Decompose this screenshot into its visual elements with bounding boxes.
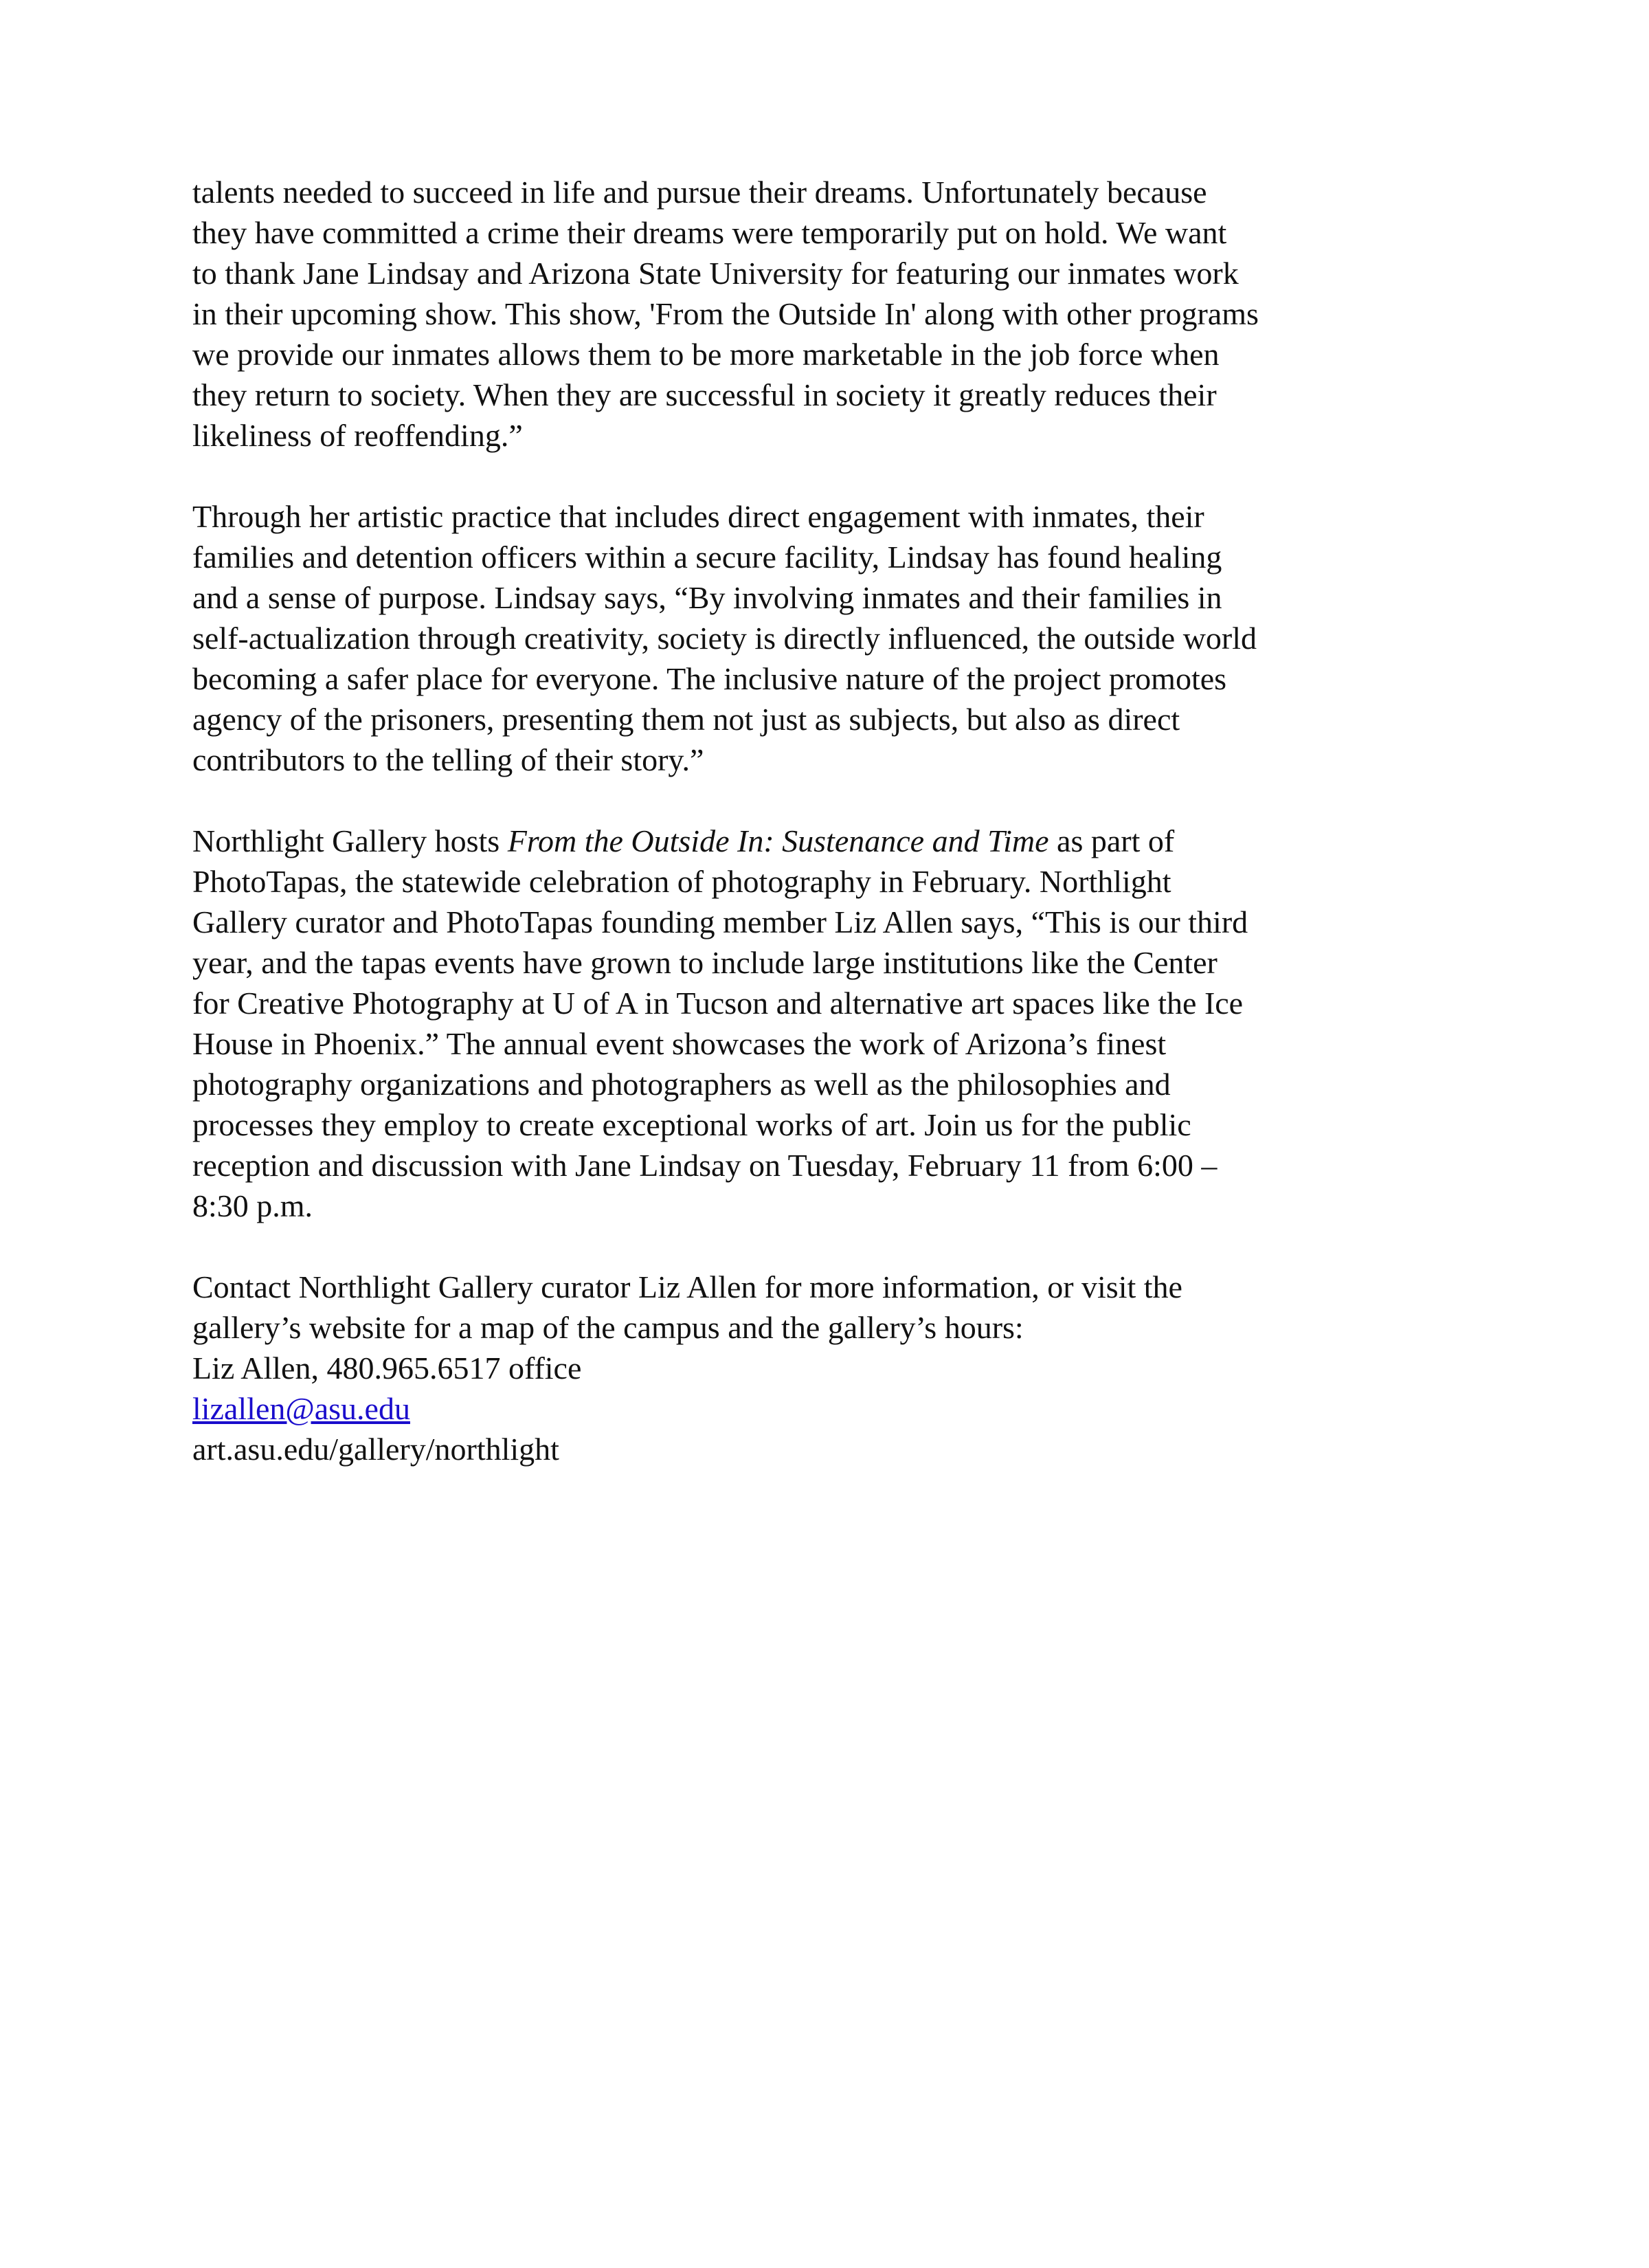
text-line: agency of the prisoners, presenting them not just as subjects, but also as direct: [192, 702, 1180, 737]
text-segment: Northlight Gallery hosts: [192, 823, 508, 858]
document-body: [192, 172, 1463, 1510]
text-line: becoming a safer place for everyone. The inclusive nature of the project promotes: [192, 661, 1227, 696]
text-line: we provide our inmates allows them to be more marketable in the job force when: [192, 337, 1220, 372]
paragraph-quote-continuation: [192, 172, 1463, 456]
contact-email-line: [192, 1388, 1463, 1429]
text-line: 8:30 p.m.: [192, 1188, 313, 1223]
contact-phone: Liz Allen, 480.965.6517 office: [192, 1350, 582, 1386]
text-line: self-actualization through creativity, society is directly influenced, the outside world: [192, 621, 1257, 656]
text-line: year, and the tapas events have grown to include large institutions like the Center: [192, 945, 1218, 980]
text-line: to thank Jane Lindsay and Arizona State University for featuring our inmates work: [192, 256, 1239, 291]
text-segment: as part of: [1048, 823, 1175, 858]
gallery-website: art.asu.edu/gallery/northlight: [192, 1432, 559, 1467]
text-line: likeliness of reoffending.”: [192, 418, 523, 453]
text-line: talents needed to succeed in life and pursue their dreams. Unfortunately because: [192, 175, 1207, 210]
text-line: Through her artistic practice that includes direct engagement with inmates, their: [192, 499, 1204, 534]
text-line: reception and discussion with Jane Lindsay on Tuesday, February 11 from 6:00 –: [192, 1148, 1218, 1183]
text-line: Gallery curator and PhotoTapas founding member Liz Allen says, “This is our third: [192, 904, 1248, 940]
text-line: contributors to the telling of their story.”: [192, 742, 704, 777]
contact-intro-line: gallery’s website for a map of the campus and the gallery’s hours:: [192, 1310, 1024, 1345]
text-line: for Creative Photography at U of A in Tucson and alternative art spaces like the Ice: [192, 986, 1244, 1021]
text-line: PhotoTapas, the statewide celebration of photography in February. Northlight: [192, 864, 1171, 899]
text-line: and a sense of purpose. Lindsay says, “By involving inmates and their families in: [192, 580, 1222, 615]
paragraph-artistic-practice: [192, 496, 1463, 780]
text-line: families and detention officers within a secure facility, Lindsay has found healing: [192, 540, 1222, 575]
paragraph-phototapas: [192, 821, 1463, 1226]
text-line: they return to society. When they are successful in society it greatly reduces their: [192, 377, 1217, 412]
text-line: House in Phoenix.” The annual event showcases the work of Arizona’s finest: [192, 1026, 1167, 1061]
exhibition-title: From the Outside In: Sustenance and Time: [507, 823, 1049, 858]
text-line: in their upcoming show. This show, 'From the Outside In' along with other programs: [192, 296, 1259, 331]
contact-intro-line: Contact Northlight Gallery curator Liz Allen for more information, or visit the: [192, 1269, 1182, 1304]
email-link[interactable]: lizallen@asu.edu: [192, 1391, 410, 1426]
text-line: processes they employ to create exceptional works of art. Join us for the public: [192, 1107, 1191, 1142]
text-line: photography organizations and photographers as well as the philosophies and: [192, 1067, 1171, 1102]
text-line: [192, 821, 1463, 861]
contact-section: [192, 1267, 1463, 1469]
text-line: they have committed a crime their dreams were temporarily put on hold. We want: [192, 215, 1227, 250]
